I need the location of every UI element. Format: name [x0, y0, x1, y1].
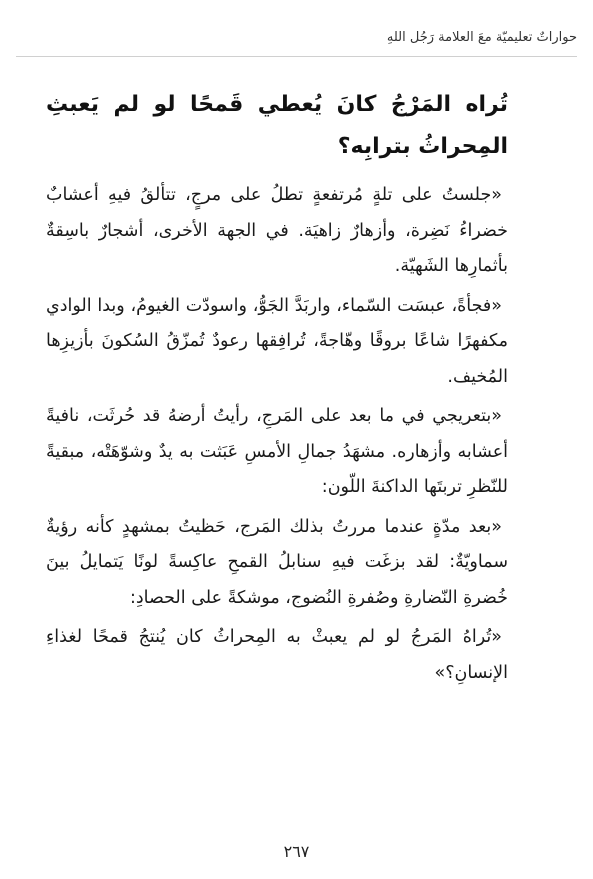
page-body: [46, 84, 508, 695]
paragraph-2: «فجأةً، عبسَت السّماء، واربَدَّ الجَوُّ، واسودّت الغيومُ، وبدا الوادي مكفهرًا شاعًا بروقًا وهّاجةً، تُرافِقها رعودٌ تُمزّقُ السُكونَ بأزيزِها المُخيف.: [46, 295, 508, 387]
paragraph-4: «بعد مدّةٍ عندما مررتُ بذلك المَرج، حَظيتُ بمشهدٍ كأنه رؤيةٌ سماويّةٌ: لقد بزغَت فيهِ سنابلُ القمحِ عاكِسةً لونًا يَتمايلُ بينَ خُضرةِ النّضارةِ وصُفرةِ النُضوج، موشكةً على الحصادِ:: [46, 516, 508, 608]
running-header: حواراتٌ تعليميّة معَ العلامة رَجُل اللهِ: [386, 30, 577, 45]
page-number: ٢٦٧: [283, 842, 310, 861]
paragraph-1: «جلستُ على تلةٍ مُرتفعةٍ تطلُ على مرجٍ، تتألقُ فيهِ أعشابٌ خضراءُ نَضِرة، وأزهارٌ زاهيَة. في الجهة الأخرى، أشجارٌ باسِقةٌ بأثمارِها الشَهيّة.: [46, 185, 508, 276]
header-divider: [16, 56, 577, 57]
paragraph-3: «بتعريجي في ما بعد على المَرجِ، رأيتُ أرضهُ قد حُرثَت، نافيةً أعشابه وأزهاره. مشهَدُ جمالِ الأمسِ عَبَثت به يدٌ وشوّهَتْه، مبقيةً للنّظرِ تربتَها الداكنةَ اللّون:: [46, 406, 508, 497]
paragraph-5: «تُراهُ المَرجُ لو لم يعبثْ به المِحراثُ كان يُنتجُ قمحًا لغذاءِ الإنسانِ؟»: [46, 627, 508, 683]
section-heading: تُراه المَرْجُ كانَ يُعطي قَمحًا لو لم يَعبثِ المِحراثُ بترابِه؟: [46, 92, 508, 159]
